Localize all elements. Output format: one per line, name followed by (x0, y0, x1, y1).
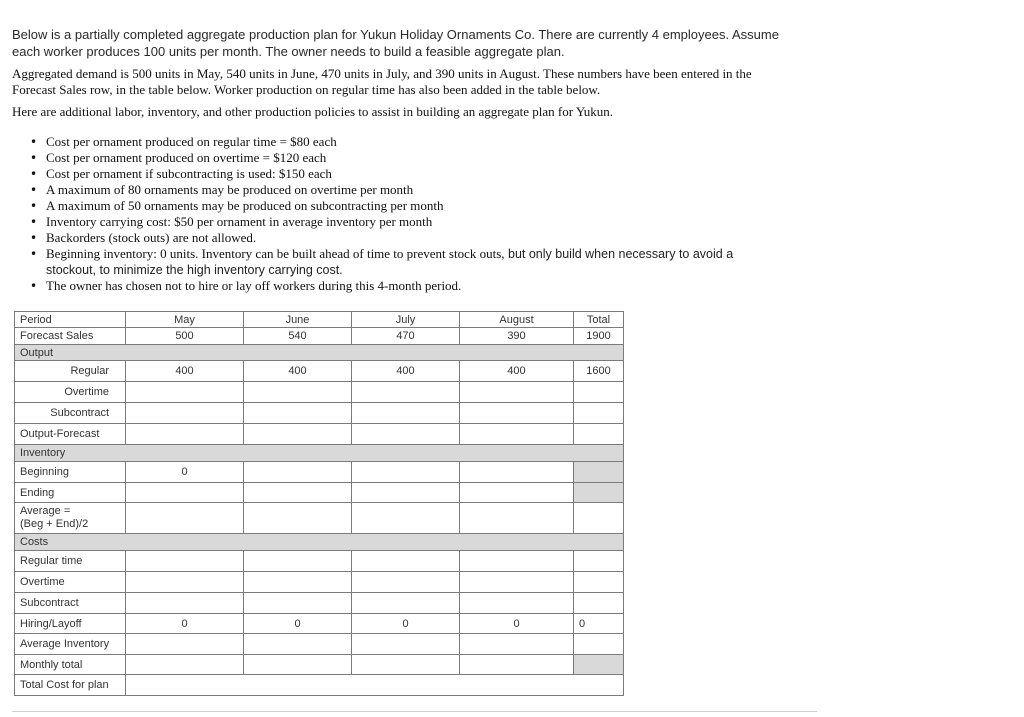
table-cell[interactable] (126, 593, 244, 614)
shaded-cell (574, 462, 624, 483)
row-label: Regular (15, 361, 126, 382)
policy-item: • A maximum of 50 ornaments may be produced on subcontracting per month (28, 198, 818, 214)
table-cell[interactable] (352, 593, 460, 614)
month-header-july: July (352, 312, 460, 328)
policy-item-beginning-inventory: • Beginning inventory: 0 units. Inventory can be built ahead of time to prevent stock outs, but only build when necessary to avoid a stockout, to minimize the high inventory carrying cost. (28, 246, 818, 278)
table-cell[interactable] (574, 403, 624, 424)
forecast-august: 390 (460, 328, 574, 345)
table-row-regular-time (15, 551, 624, 572)
table-row-total-cost (15, 675, 624, 696)
row-label: Average Inventory (15, 634, 126, 655)
table-cell[interactable] (574, 424, 624, 445)
table-cell[interactable] (126, 634, 244, 655)
shaded-cell (574, 655, 624, 675)
table-cell[interactable] (126, 572, 244, 593)
policy-item: • Backorders (stock outs) are not allowed. (28, 230, 818, 246)
intro-line-1: Below is a partially completed aggregate production plan for Yukun Holiday Ornaments Co. There are currently 4 employees. Assume (12, 27, 779, 42)
row-label: Subcontract (15, 403, 126, 424)
row-label: Subcontract (15, 593, 126, 614)
demand-text (12, 66, 812, 98)
table-cell[interactable] (126, 382, 244, 403)
table-cell[interactable] (244, 483, 352, 503)
table-row-subcontract-cost (15, 593, 624, 614)
row-label: Average = (Beg + End)/2 (15, 503, 126, 534)
table-cell[interactable] (244, 462, 352, 483)
policy-item: • Inventory carrying cost: $50 per ornament in average inventory per month (28, 214, 818, 230)
forecast-july: 470 (352, 328, 460, 345)
policy-list (28, 134, 818, 294)
row-label: Overtime (15, 382, 126, 403)
table-cell[interactable] (460, 634, 574, 655)
intro-text (12, 26, 822, 60)
policy-item: • Cost per ornament if subcontracting is used: $150 each (28, 166, 818, 182)
table-row-overtime-cost (15, 572, 624, 593)
row-label: Forecast Sales (15, 328, 126, 345)
policy-item: • Cost per ornament produced on overtime = $120 each (28, 150, 818, 166)
table-row-average (15, 503, 624, 534)
demand-line-1: Aggregated demand is 500 units in May, 540 units in June, 470 units in July, and 390 units in August. These numbers have been entered in the (12, 66, 752, 81)
hiring-total: 0 (574, 614, 624, 634)
table-cell[interactable] (574, 593, 624, 614)
row-label: Monthly total (15, 655, 126, 675)
table-row-regular (15, 361, 624, 382)
table-cell[interactable] (460, 462, 574, 483)
table-section-costs (15, 534, 624, 551)
policy-item: • Cost per ornament produced on regular time = $80 each (28, 134, 818, 150)
table-cell[interactable] (244, 655, 352, 675)
table-row-beginning (15, 462, 624, 483)
table-row-header (15, 312, 624, 328)
row-label: Overtime (15, 572, 126, 593)
table-cell[interactable] (244, 572, 352, 593)
table-cell[interactable] (244, 634, 352, 655)
section-label: Output (15, 345, 624, 361)
table-cell[interactable] (352, 572, 460, 593)
table-cell[interactable] (244, 551, 352, 572)
table-cell[interactable] (126, 483, 244, 503)
regular-may: 400 (126, 361, 244, 382)
table-cell[interactable] (460, 503, 574, 534)
table-cell[interactable] (352, 634, 460, 655)
hiring-june: 0 (244, 614, 352, 634)
table-cell[interactable] (126, 655, 244, 675)
table-cell[interactable] (460, 551, 574, 572)
section-label: Costs (15, 534, 624, 551)
total-cost-cell[interactable] (126, 675, 624, 696)
row-label: Ending (15, 483, 126, 503)
table-cell[interactable] (460, 655, 574, 675)
table-cell[interactable] (460, 593, 574, 614)
table-cell[interactable] (460, 572, 574, 593)
table-cell[interactable] (460, 403, 574, 424)
section-label: Inventory (15, 445, 624, 462)
table-row-hiring-layoff (15, 614, 624, 634)
month-header-june: June (244, 312, 352, 328)
hiring-july: 0 (352, 614, 460, 634)
table-cell[interactable] (352, 462, 460, 483)
forecast-june: 540 (244, 328, 352, 345)
table-cell[interactable] (244, 503, 352, 534)
row-label: Regular time (15, 551, 126, 572)
policy-item: • A maximum of 80 ornaments may be produced on overtime per month (28, 182, 818, 198)
table-cell[interactable] (574, 551, 624, 572)
divider (12, 711, 817, 712)
forecast-total: 1900 (574, 328, 624, 345)
table-cell[interactable] (352, 403, 460, 424)
shaded-cell (574, 483, 624, 503)
table-cell[interactable] (244, 424, 352, 445)
hiring-august: 0 (460, 614, 574, 634)
row-label: Hiring/Layoff (15, 614, 126, 634)
table-cell[interactable] (244, 403, 352, 424)
additional-policies-intro: Here are additional labor, inventory, and other production policies to assist in building an aggregate plan for Yukun. (12, 104, 614, 119)
forecast-may: 500 (126, 328, 244, 345)
total-header: Total (574, 312, 624, 328)
regular-total: 1600 (574, 361, 624, 382)
table-cell[interactable] (460, 382, 574, 403)
table-cell[interactable] (126, 551, 244, 572)
table-cell[interactable] (244, 593, 352, 614)
policy-item: • The owner has chosen not to hire or lay off workers during this 4-month period. (28, 278, 818, 294)
month-header-august: August (460, 312, 574, 328)
table-cell[interactable] (126, 403, 244, 424)
table-cell[interactable] (574, 382, 624, 403)
table-cell[interactable] (352, 483, 460, 503)
period-header: Period (15, 312, 126, 328)
hiring-may: 0 (126, 614, 244, 634)
intro-line-2: each worker produces 100 units per month. The owner needs to build a feasible aggregate plan. (12, 44, 565, 59)
table-cell[interactable] (352, 503, 460, 534)
row-label: Total Cost for plan (15, 675, 126, 696)
table-cell[interactable] (352, 424, 460, 445)
table-row-monthly-total (15, 655, 624, 675)
demand-line-2: Forecast Sales row, in the table below. Worker production on regular time has also been added in the table below. (12, 82, 601, 97)
table-row-average-inventory (15, 634, 624, 655)
table-cell[interactable] (460, 424, 574, 445)
table-row-output-forecast (15, 424, 624, 445)
regular-july: 400 (352, 361, 460, 382)
table-cell[interactable] (574, 634, 624, 655)
table-row-overtime (15, 382, 624, 403)
table-row-forecast (15, 328, 624, 345)
regular-june: 400 (244, 361, 352, 382)
table-cell[interactable] (244, 382, 352, 403)
table-cell[interactable] (574, 503, 624, 534)
table-cell[interactable] (574, 572, 624, 593)
table-cell[interactable] (352, 551, 460, 572)
table-cell[interactable] (460, 483, 574, 503)
table-row-ending (15, 483, 624, 503)
aggregate-plan-table (14, 311, 624, 696)
table-cell[interactable] (126, 424, 244, 445)
table-section-output (15, 345, 624, 361)
row-label: Output-Forecast (15, 424, 126, 445)
row-label: Beginning (15, 462, 126, 483)
regular-august: 400 (460, 361, 574, 382)
table-cell[interactable] (352, 655, 460, 675)
month-header-may: May (126, 312, 244, 328)
table-cell[interactable] (126, 503, 244, 534)
beginning-may: 0 (126, 462, 244, 483)
table-cell[interactable] (352, 382, 460, 403)
table-row-subcontract (15, 403, 624, 424)
table-section-inventory (15, 445, 624, 462)
